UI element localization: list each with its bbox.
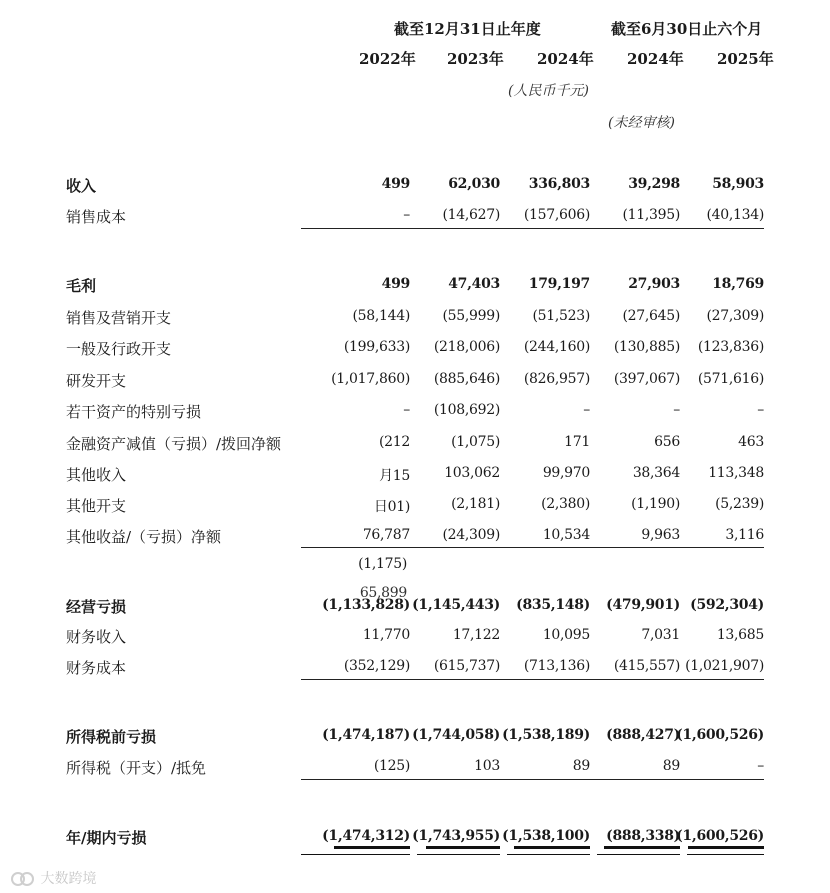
row-label: 所得税前亏损 — [66, 728, 157, 746]
stray-figure-2: 65,899 — [359, 585, 407, 601]
row-value-col-3: 10,534 — [542, 527, 590, 543]
watermark-text: 大数跨境 — [40, 871, 97, 887]
row-label: 一般及行政开支 — [66, 340, 172, 358]
row-value-col-4: (479,901) — [606, 597, 680, 613]
row-value-col-3: – — [583, 402, 590, 418]
row-value-col-5: – — [757, 758, 764, 774]
row-value-col-3: 171 — [564, 434, 590, 450]
row-value-col-5: 18,769 — [712, 276, 764, 292]
unaudited-note: (未经审核) — [608, 115, 675, 131]
year-col-5: 2025年 — [717, 50, 774, 68]
row-value-col-5: 13,685 — [716, 627, 764, 643]
row-value-col-5: (40,134) — [706, 207, 764, 223]
row-value-col-3: 179,197 — [528, 276, 590, 292]
row-value-col-3: (244,160) — [523, 339, 590, 355]
row-label: 金融资产减值（亏损）/拨回净额 — [66, 435, 282, 453]
row-value-col-1: (1,133,828) — [322, 597, 410, 613]
row-value-col-2: (218,006) — [433, 339, 500, 355]
row-value-col-2: (1,145,443) — [412, 597, 500, 613]
h1-heading: 截至6月30日止六个月 — [611, 20, 763, 38]
stray-figure-1: (1,175) — [358, 556, 407, 572]
row-value-col-1: (1,474,187) — [322, 727, 410, 743]
row-label: 经营亏损 — [66, 598, 127, 616]
row-value-col-2: 62,030 — [448, 176, 500, 192]
row-value-col-1: (212 — [379, 434, 410, 450]
row-value-col-1: (58,144) — [352, 308, 410, 324]
row-label: 财务成本 — [66, 659, 127, 677]
rule-after-income-tax — [301, 779, 764, 780]
row-label: 收入 — [66, 177, 97, 195]
row-value-col-2: 103,062 — [444, 465, 500, 481]
row-value-col-1: 499 — [381, 176, 410, 192]
double-rule-col-2 — [426, 846, 500, 849]
row-value-col-1: (352,129) — [343, 658, 410, 674]
fy-heading: 截至12月31日止年度 — [394, 20, 541, 38]
row-value-col-2: (1,075) — [451, 434, 500, 450]
row-value-col-1: – — [403, 207, 410, 223]
year-col-2: 2023年 — [447, 50, 504, 68]
row-value-col-2: (1,743,955) — [412, 828, 500, 844]
double-rule-col-5 — [688, 846, 764, 849]
row-value-col-2: 103 — [474, 758, 500, 774]
double-rule-col-4-thin — [597, 854, 680, 855]
row-value-col-3: 10,095 — [542, 627, 590, 643]
row-value-col-2: 47,403 — [448, 276, 500, 292]
row-value-col-5: (1,600,526) — [676, 828, 764, 844]
row-value-col-5: (571,616) — [697, 371, 764, 387]
row-value-col-2: (24,309) — [442, 527, 500, 543]
row-label: 其他收益/（亏损）净额 — [66, 528, 222, 546]
year-col-3: 2024年 — [537, 50, 594, 68]
row-value-col-4: 9,963 — [641, 527, 680, 543]
row-value-col-5: – — [757, 402, 764, 418]
unit-note: (人民币千元) — [508, 83, 589, 99]
row-value-col-3: (157,606) — [523, 207, 590, 223]
row-value-col-4: 656 — [654, 434, 680, 450]
row-value-col-3: (2,380) — [541, 496, 590, 512]
row-value-col-5: 463 — [738, 434, 764, 450]
row-value-col-5: (123,836) — [697, 339, 764, 355]
double-rule-col-3 — [514, 846, 590, 849]
row-value-col-3: (1,538,189) — [502, 727, 590, 743]
row-value-col-3: (835,148) — [516, 597, 590, 613]
watermark — [10, 868, 96, 888]
row-value-col-5: (1,021,907) — [685, 658, 764, 674]
row-value-col-3: (826,957) — [523, 371, 590, 387]
row-value-col-1: (1,474,312) — [322, 828, 410, 844]
row-value-col-1: 月15 — [379, 468, 410, 484]
row-value-col-1: (199,633) — [343, 339, 410, 355]
row-value-col-5: 113,348 — [708, 465, 764, 481]
row-value-col-2: (885,646) — [433, 371, 500, 387]
row-value-col-4: (1,190) — [631, 496, 680, 512]
row-value-col-1: 11,770 — [362, 627, 410, 643]
row-value-col-4: 38,364 — [632, 465, 680, 481]
double-rule-col-2-thin — [417, 854, 500, 855]
double-rule-col-3-thin — [507, 854, 590, 855]
row-label: 其他开支 — [66, 497, 127, 515]
row-value-col-3: (51,523) — [532, 308, 590, 324]
link-icon — [10, 871, 40, 887]
row-value-col-3: (713,136) — [523, 658, 590, 674]
row-value-col-3: 336,803 — [528, 176, 590, 192]
year-col-1: 2022年 — [359, 50, 416, 68]
row-value-col-2: (55,999) — [442, 308, 500, 324]
row-value-col-3: (1,538,100) — [502, 828, 590, 844]
row-value-col-1: 499 — [381, 276, 410, 292]
row-value-col-5: (1,600,526) — [676, 727, 764, 743]
row-label: 所得税（开支）/抵免 — [66, 759, 207, 777]
year-col-4: 2024年 — [627, 50, 684, 68]
row-value-col-5: (27,309) — [706, 308, 764, 324]
row-value-col-4: (130,885) — [613, 339, 680, 355]
row-value-col-5: (5,239) — [715, 496, 764, 512]
row-value-col-2: (108,692) — [433, 402, 500, 418]
row-value-col-4: (397,067) — [613, 371, 680, 387]
row-value-col-4: 27,903 — [628, 276, 680, 292]
row-value-col-1: (125) — [373, 758, 410, 774]
row-value-col-5: 3,116 — [725, 527, 764, 543]
row-value-col-2: (14,627) — [442, 207, 500, 223]
row-value-col-3: 99,970 — [542, 465, 590, 481]
row-value-col-5: (592,304) — [690, 597, 764, 613]
row-value-col-4: (888,427) — [606, 727, 680, 743]
row-value-col-4: (888,338) — [606, 828, 680, 844]
row-value-col-4: (11,395) — [622, 207, 680, 223]
row-value-col-4: 39,298 — [628, 176, 680, 192]
row-value-col-4: – — [673, 402, 680, 418]
row-value-col-1: 76,787 — [362, 527, 410, 543]
row-label: 销售及营销开支 — [66, 309, 172, 327]
double-rule-col-1-thin — [301, 854, 410, 855]
row-value-col-4: (27,645) — [622, 308, 680, 324]
double-rule-col-1 — [334, 846, 410, 849]
row-value-col-2: 17,122 — [452, 627, 500, 643]
row-value-col-2: (1,744,058) — [412, 727, 500, 743]
row-value-col-4: 7,031 — [641, 627, 680, 643]
row-value-col-4: (415,557) — [613, 658, 680, 674]
row-label: 研发开支 — [66, 372, 127, 390]
row-value-col-1: – — [403, 402, 410, 418]
row-value-col-1: (1,017,860) — [331, 371, 410, 387]
row-label: 销售成本 — [66, 208, 127, 226]
rule-after-cost-of-sales — [301, 228, 764, 229]
row-value-col-2: (615,737) — [433, 658, 500, 674]
rule-after-finance-costs — [301, 679, 764, 680]
row-value-col-4: 89 — [662, 758, 680, 774]
row-label: 年/期内亏损 — [66, 829, 147, 847]
row-value-col-3: 89 — [572, 758, 590, 774]
row-label: 毛利 — [66, 277, 97, 295]
row-value-col-5: 58,903 — [712, 176, 764, 192]
double-rule-col-5-thin — [687, 854, 764, 855]
rule-after-other-gains — [301, 547, 764, 548]
row-value-col-2: (2,181) — [451, 496, 500, 512]
row-value-col-1: 日01) — [373, 499, 410, 515]
row-label: 若干资产的特别亏损 — [66, 403, 202, 421]
double-rule-col-4 — [604, 846, 680, 849]
row-label: 财务收入 — [66, 628, 127, 646]
row-label: 其他收入 — [66, 466, 127, 484]
